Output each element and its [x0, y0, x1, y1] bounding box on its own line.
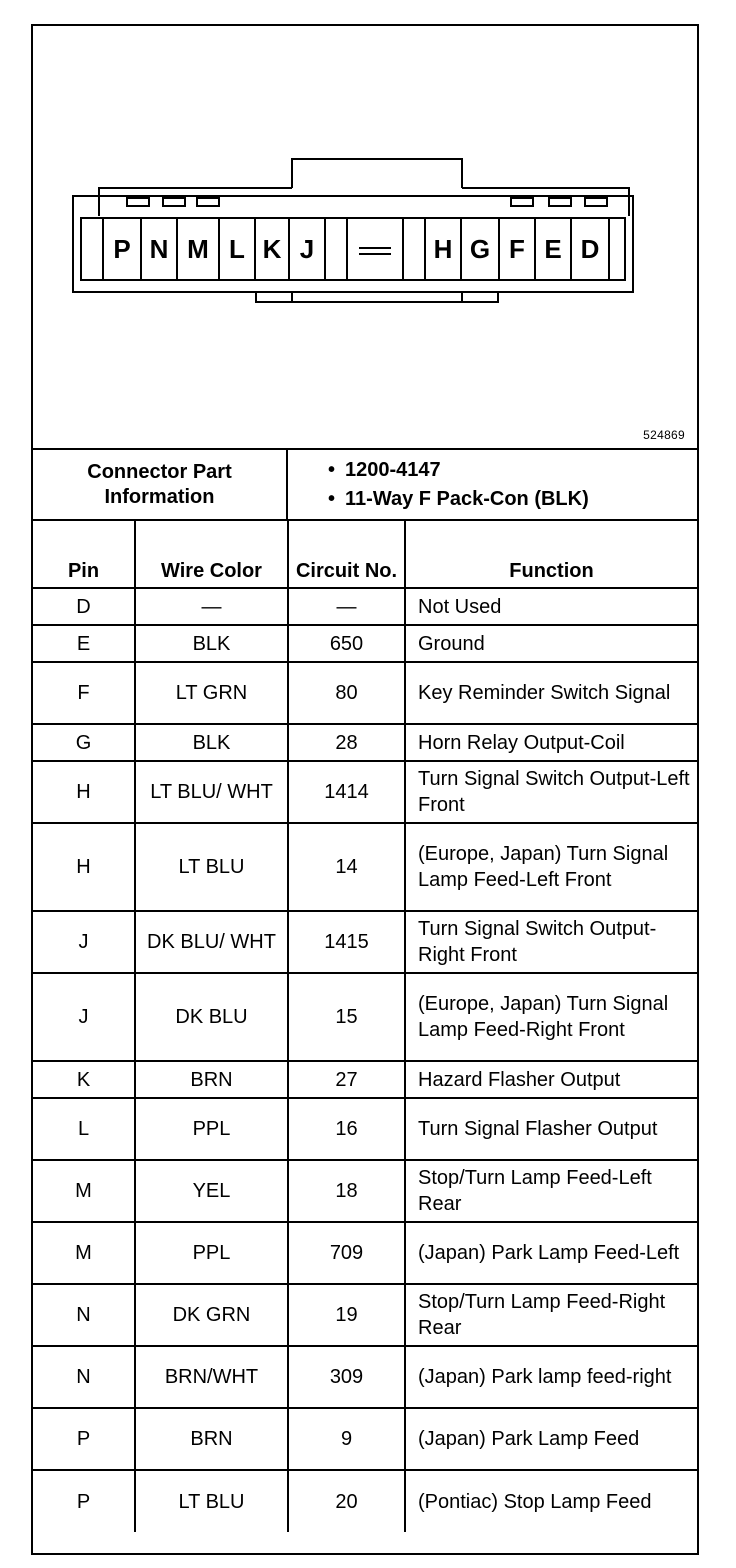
- table-row: [33, 973, 697, 1061]
- info-label: Connector Part Information: [33, 450, 288, 519]
- figure-number: 524869: [643, 428, 685, 442]
- cell-function: (Europe, Japan) Turn Signal Lamp Feed-Left Front: [405, 823, 697, 911]
- cell-pin: N: [33, 1346, 135, 1408]
- cell-circuit: 80: [288, 662, 405, 724]
- cell-function: Stop/Turn Lamp Feed-Left Rear: [405, 1160, 697, 1222]
- cell-circuit: 9: [288, 1408, 405, 1470]
- cell-pin: M: [33, 1222, 135, 1284]
- pin-label-n: N: [149, 234, 169, 264]
- cell-wire-color: DK BLU: [135, 973, 288, 1061]
- cell-wire-color: LT BLU/ WHT: [135, 761, 288, 823]
- header-circuit: Circuit No.: [288, 521, 405, 588]
- cell-function: Turn Signal Flasher Output: [405, 1098, 697, 1160]
- cell-wire-color: LT BLU: [135, 1470, 288, 1532]
- cell-function: Stop/Turn Lamp Feed-Right Rear: [405, 1284, 697, 1346]
- table-row: [33, 1284, 697, 1346]
- cell-wire-color: BRN: [135, 1061, 288, 1098]
- cell-function: Hazard Flasher Output: [405, 1061, 697, 1098]
- cell-pin: H: [33, 761, 135, 823]
- table-row: [33, 1346, 697, 1408]
- pin-labels: [113, 234, 599, 264]
- table-row: [33, 1160, 697, 1222]
- table-row: [33, 625, 697, 662]
- header-wire-color: Wire Color: [135, 521, 288, 588]
- cell-circuit: 20: [288, 1470, 405, 1532]
- cell-circuit: 709: [288, 1222, 405, 1284]
- cell-function: (Japan) Park Lamp Feed: [405, 1408, 697, 1470]
- cell-circuit: 309: [288, 1346, 405, 1408]
- pin-label-p: P: [113, 234, 131, 264]
- pin-label-e: E: [544, 234, 562, 264]
- cell-function: (Japan) Park Lamp Feed-Left: [405, 1222, 697, 1284]
- cell-function: Not Used: [405, 588, 697, 625]
- table-row: [33, 1098, 697, 1160]
- connector-face-diagram: [33, 26, 697, 448]
- cell-pin: H: [33, 823, 135, 911]
- cell-circuit: 18: [288, 1160, 405, 1222]
- pin-label-k: K: [262, 234, 282, 264]
- cell-circuit: 27: [288, 1061, 405, 1098]
- cell-wire-color: LT BLU: [135, 823, 288, 911]
- pin-label-f: F: [509, 234, 525, 264]
- cell-circuit: 650: [288, 625, 405, 662]
- cell-circuit: —: [288, 588, 405, 625]
- table-row: [33, 761, 697, 823]
- cell-pin: J: [33, 973, 135, 1061]
- cell-pin: G: [33, 724, 135, 761]
- pin-label-g: G: [469, 234, 491, 264]
- cell-function: Turn Signal Switch Output-Left Front: [405, 761, 697, 823]
- table-row: [33, 1222, 697, 1284]
- cell-wire-color: BRN: [135, 1408, 288, 1470]
- cell-circuit: 16: [288, 1098, 405, 1160]
- info-list: [288, 450, 697, 525]
- cell-wire-color: DK BLU/ WHT: [135, 911, 288, 973]
- info-part-number: • 1200-4147: [328, 456, 697, 485]
- pin-label-l: L: [229, 234, 245, 264]
- header-pin: Pin: [33, 521, 135, 588]
- cell-pin: P: [76, 1490, 91, 1513]
- table-row: [33, 588, 697, 625]
- cell-function: (Japan) Park lamp feed-right: [405, 1346, 697, 1408]
- cell-wire-color: LT GRN: [135, 662, 288, 724]
- table-row: [33, 1061, 697, 1098]
- cell-function: Key Reminder Switch Signal: [405, 662, 697, 724]
- pin-label-j: J: [299, 234, 315, 264]
- table-row: [33, 662, 697, 724]
- cell-function: Ground: [405, 625, 697, 662]
- cell-wire-color: DK GRN: [135, 1284, 288, 1346]
- cell-circuit: 19: [288, 1284, 405, 1346]
- cell-pin: P: [33, 1408, 135, 1470]
- table-row: [33, 1408, 697, 1470]
- cell-pin: F: [33, 662, 135, 724]
- cell-wire-color: BRN/WHT: [135, 1346, 288, 1408]
- table-header-row: [33, 521, 697, 588]
- cell-wire-color: —: [135, 588, 288, 625]
- table-row: [33, 724, 697, 761]
- connector-sheet: [31, 24, 699, 1555]
- cell-function: Horn Relay Output-Coil: [405, 724, 697, 761]
- cell-circuit: 28: [288, 724, 405, 761]
- cell-wire-color: BLK: [135, 724, 288, 761]
- pin-table: [33, 521, 697, 1532]
- cell-pin: E: [33, 625, 135, 662]
- cell-wire-color: YEL: [135, 1160, 288, 1222]
- cell-circuit: 1415: [288, 911, 405, 973]
- cell-pin: D: [33, 588, 135, 625]
- cell-pin: L: [33, 1098, 135, 1160]
- cell-circuit: 14: [288, 823, 405, 911]
- cell-pin: K: [33, 1061, 135, 1098]
- table-row: [33, 1470, 697, 1532]
- table-row: [33, 911, 697, 973]
- connector-part-info: [33, 448, 697, 521]
- cell-function: (Europe, Japan) Turn Signal Lamp Feed-Right Front: [405, 973, 697, 1061]
- connector-outline: [73, 159, 633, 302]
- pin-label-m: M: [187, 234, 209, 264]
- cell-function: (Pontiac) Stop Lamp Feed: [405, 1470, 697, 1532]
- cell-wire-color: PPL: [135, 1222, 288, 1284]
- cell-pin: N: [33, 1284, 135, 1346]
- cell-pin: J: [33, 911, 135, 973]
- cell-function: Turn Signal Switch Output-Right Front: [405, 911, 697, 973]
- cell-wire-color: PPL: [135, 1098, 288, 1160]
- cell-wire-color: BLK: [135, 625, 288, 662]
- table-row: [33, 823, 697, 911]
- cell-circuit: 1414: [288, 761, 405, 823]
- pin-label-h: H: [433, 234, 453, 264]
- info-connector-type: • 11-Way F Pack-Con (BLK): [328, 485, 697, 514]
- cell-circuit: 15: [288, 973, 405, 1061]
- cell-pin: M: [33, 1160, 135, 1222]
- pin-rows: [33, 588, 697, 1532]
- header-function: Function: [405, 521, 697, 588]
- pin-label-d: D: [580, 234, 600, 264]
